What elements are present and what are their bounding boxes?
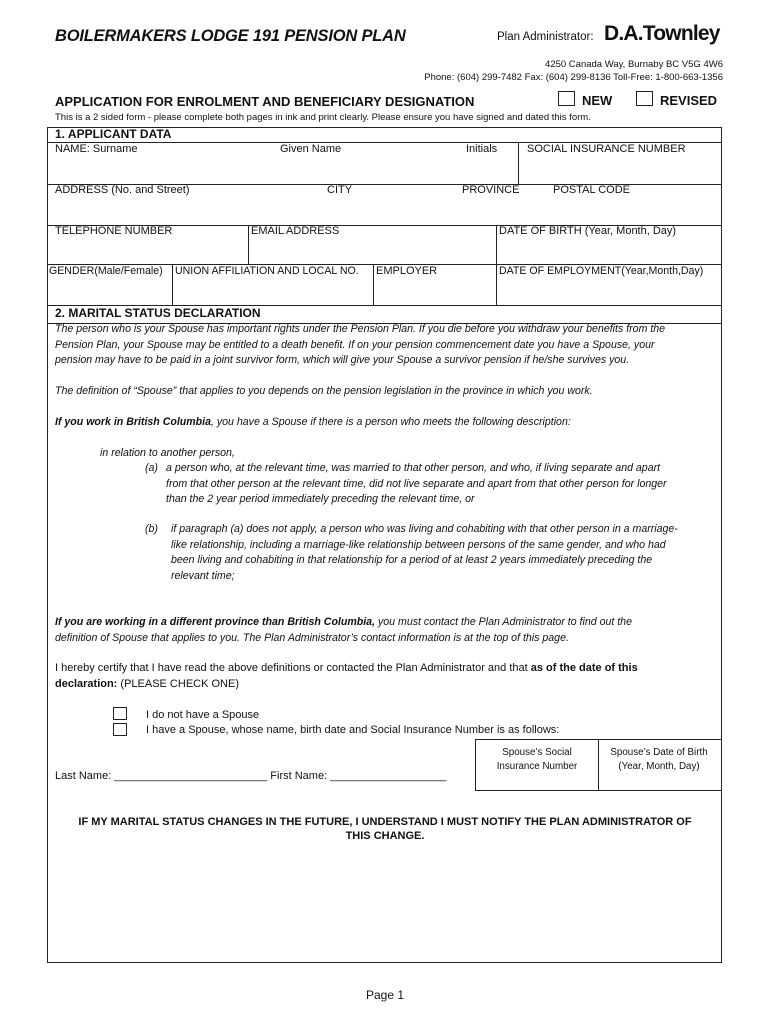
form-instructions: This is a 2 sided form - please complete both pages in ink and print clearly. Please ensure you have signed and dated this form. <box>55 112 591 123</box>
has-spouse-label: I have a Spouse, whose name, birth date and Social Insurance Number is as follows: <box>146 724 560 736</box>
contact-line: Phone: (604) 299-7482 Fax: (604) 299-8136 Toll-Free: 1-800-663-1356 <box>424 72 723 83</box>
given-name-field[interactable]: Given Name <box>280 143 342 155</box>
paragraph-line: The person who is your Spouse has important rights under the Pension Plan. If you die before you withdraw your benefits from the <box>55 323 666 335</box>
spouse-sin-label: Insurance Number <box>496 761 578 772</box>
clause-a-marker: (a) <box>145 462 158 474</box>
spouse-definition-paragraph: The definition of “Spouse” that applies to you depends on the pension legislation in the province in which you work. <box>55 385 593 397</box>
spouse-name-fields[interactable]: Last Name: _________________________ First Name: ___________________ <box>55 770 447 782</box>
in-relation-text: in relation to another person, <box>100 447 235 459</box>
revised-checkbox[interactable] <box>636 91 653 106</box>
clause-line: than the 2 year period immediately preceding the relevant time, or <box>166 493 475 505</box>
bc-paragraph <box>55 415 571 431</box>
has-spouse-checkbox[interactable] <box>113 723 127 736</box>
clause-b-text <box>171 522 718 584</box>
paragraph-line: definition of Spouse that applies to you. The Plan Administrator’s contact information is at the top of this page. <box>55 631 569 644</box>
townley-logo: D.A.Townley <box>604 22 720 45</box>
declaration-label: declaration: <box>55 677 118 690</box>
spouse-sin-field[interactable] <box>476 746 598 774</box>
revised-label: REVISED <box>660 93 718 108</box>
postal-code-field[interactable]: POSTAL CODE <box>553 184 631 196</box>
clause-line: been living and cohabiting in that relationship for a period of at least 2 years immediately preceding the <box>171 554 653 566</box>
paragraph-line <box>55 661 717 677</box>
certification-text: I hereby certify that I have read the above definitions or contacted the Plan Administrator and that <box>55 662 531 674</box>
spouse-dob-label: (Year, Month, Day) <box>618 761 700 772</box>
other-province-paragraph <box>55 615 717 646</box>
paragraph-line <box>55 615 717 631</box>
employer-field[interactable]: EMPLOYER <box>376 265 438 277</box>
city-field[interactable]: CITY <box>327 184 353 196</box>
certification-paragraph <box>55 661 717 692</box>
surname-field[interactable]: NAME: Surname <box>55 143 138 155</box>
clause-line: relevant time; <box>171 569 235 582</box>
section1-heading: 1. APPLICANT DATA <box>55 127 172 141</box>
paragraph-line: pension may have to be paid in a joint survivor form, which will give your Spouse a survivor pension if he/she survives you. <box>55 354 630 366</box>
date-of-employment-field[interactable]: DATE OF EMPLOYMENT(Year,Month,Day) <box>499 265 704 277</box>
plan-administrator-label: Plan Administrator: <box>497 31 594 43</box>
other-province-emphasis: If you are working in a different province than British Columbia, <box>55 616 376 628</box>
telephone-field[interactable]: TELEPHONE NUMBER <box>55 225 173 237</box>
email-field[interactable]: EMAIL ADDRESS <box>251 225 340 237</box>
certification-emphasis: as of the date of this <box>530 662 638 674</box>
new-label: NEW <box>582 93 613 108</box>
gender-field[interactable]: GENDER(Male/Female) <box>49 265 163 277</box>
initials-field[interactable]: Initials <box>466 143 498 155</box>
address-line: 4250 Canada Way, Burnaby BC V5G 4W6 <box>545 59 723 70</box>
no-spouse-label: I do not have a Spouse <box>146 709 260 721</box>
plan-title: BOILERMAKERS LODGE 191 PENSION PLAN <box>55 27 406 45</box>
sin-field[interactable]: SOCIAL INSURANCE NUMBER <box>527 143 686 155</box>
page-number: Page 1 <box>365 988 405 1002</box>
spouse-dob-label: Spouse’s Date of Birth <box>610 747 708 758</box>
union-affiliation-field[interactable]: UNION AFFILIATION AND LOCAL NO. <box>175 265 359 277</box>
bc-text: , you have a Spouse if there is a person who meets the following description: <box>210 416 571 428</box>
clause-line: like relationship, including a marriage-like relationship between persons of the same gender, and who had <box>171 538 666 551</box>
clause-a-text <box>166 461 718 508</box>
check-one-text: (PLEASE CHECK ONE) <box>117 677 239 690</box>
notice-line: IF MY MARITAL STATUS CHANGES IN THE FUTURE, I UNDERSTAND I MUST NOTIFY THE PLAN ADMINISTRATOR OF <box>78 816 692 828</box>
clause-b-marker: (b) <box>145 523 158 535</box>
province-field[interactable]: PROVINCE <box>462 184 520 196</box>
clause-line: a person who, at the relevant time, was married to that other person, and who, if living separate and apart <box>166 462 661 474</box>
form-title: APPLICATION FOR ENROLMENT AND BENEFICIARY DESIGNATION <box>55 94 475 109</box>
section2-heading: 2. MARITAL STATUS DECLARATION <box>55 306 261 320</box>
clause-line: if paragraph (a) does not apply, a person who was living and cohabiting with that other person in a marriage- <box>171 523 678 535</box>
status-change-notice <box>55 815 715 843</box>
notice-line: THIS CHANGE. <box>345 830 425 842</box>
date-of-birth-field[interactable]: DATE OF BIRTH (Year, Month, Day) <box>499 225 677 237</box>
spouse-dob-field[interactable] <box>599 746 719 774</box>
paragraph-line <box>55 677 717 693</box>
other-province-text: you must contact the Plan Administrator to find out the <box>375 616 632 628</box>
address-field[interactable]: ADDRESS (No. and Street) <box>55 184 190 196</box>
clause-line: from that other person at the relevant time, did not live separate and apart from that other person for longer <box>166 477 667 490</box>
no-spouse-checkbox[interactable] <box>113 707 127 720</box>
bc-emphasis: If you work in British Columbia <box>55 416 211 428</box>
paragraph-line: Pension Plan, your Spouse may be entitled to a death benefit. If on your pension commencement date you have a Spouse, your <box>55 338 655 351</box>
new-checkbox[interactable] <box>558 91 575 106</box>
spouse-sin-label: Spouse’s Social <box>502 747 572 758</box>
administrator-address <box>424 58 723 84</box>
spouse-rights-paragraph <box>55 322 717 369</box>
